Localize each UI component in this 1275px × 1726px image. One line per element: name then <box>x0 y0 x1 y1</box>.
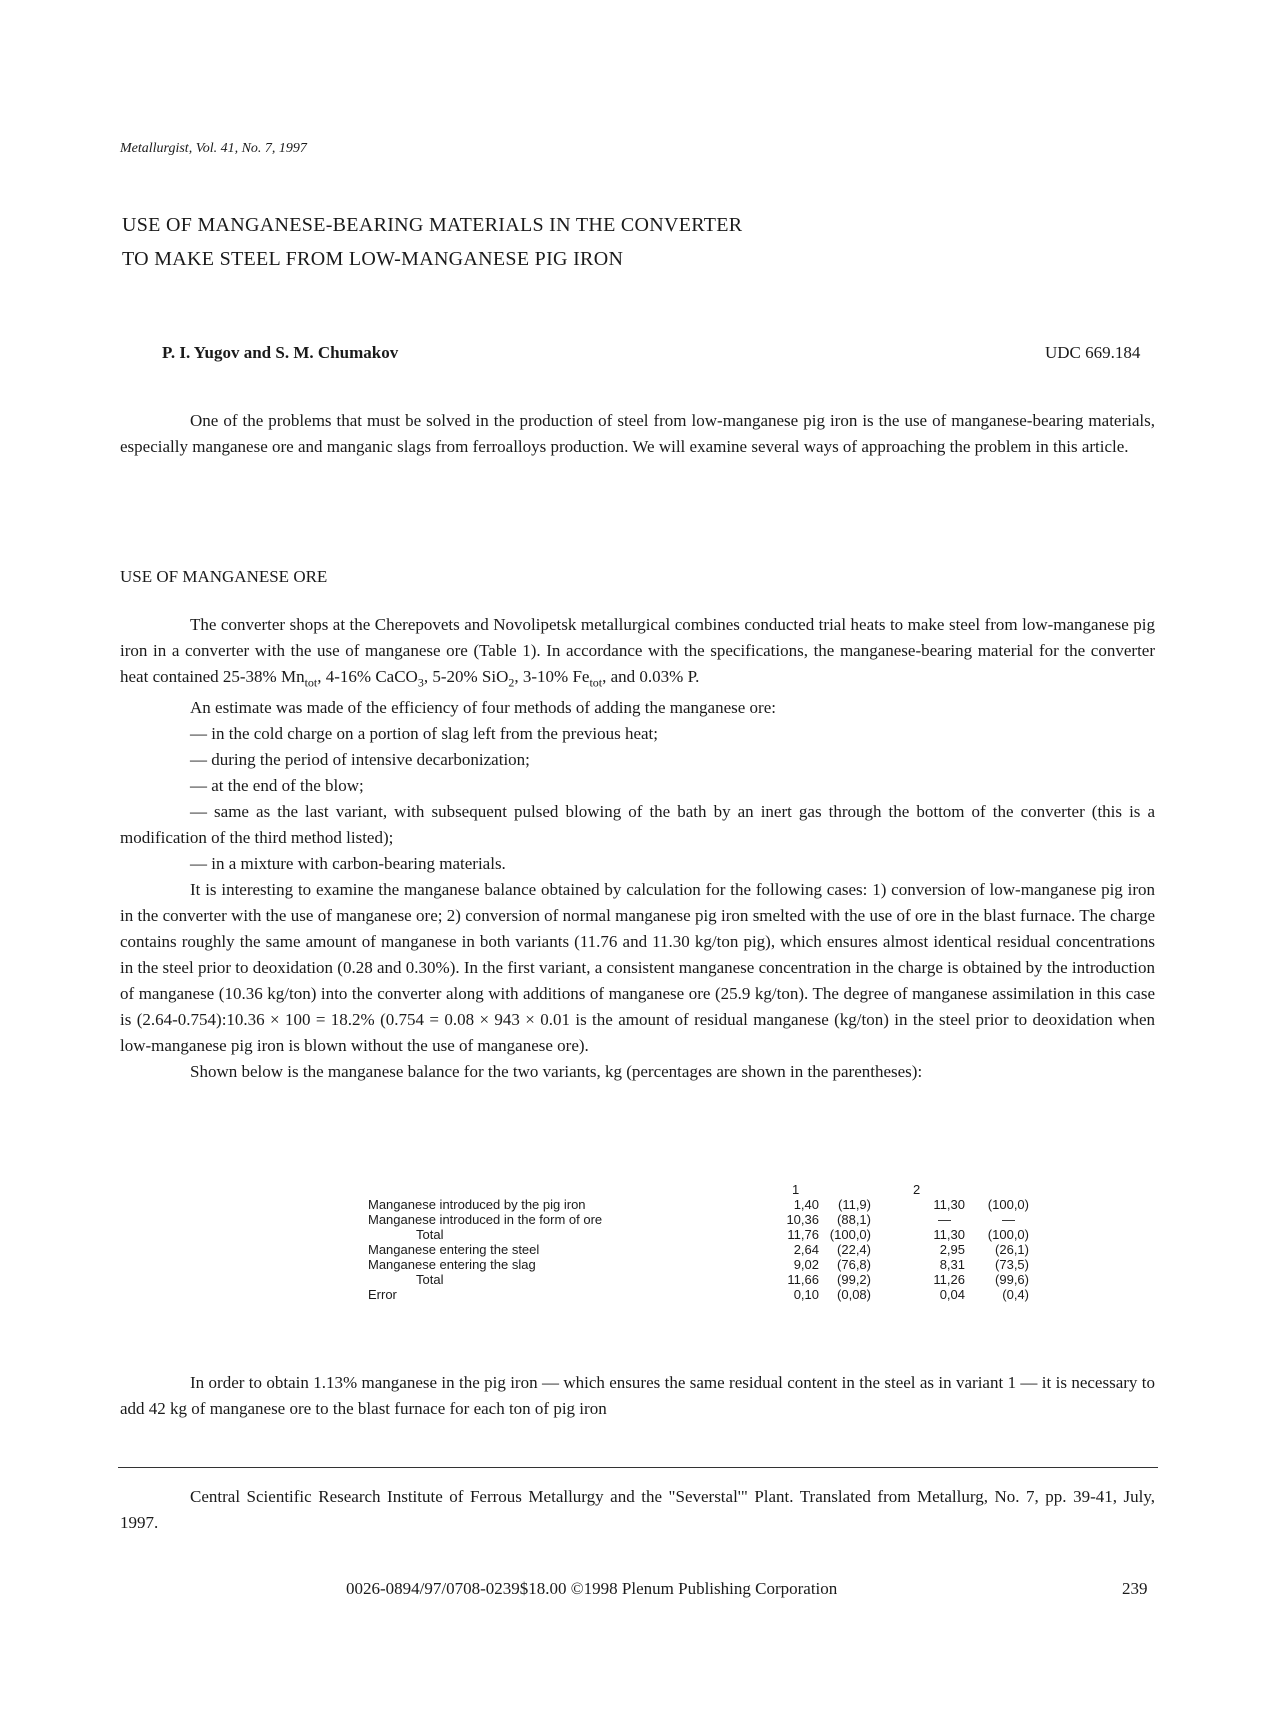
column-header-variant-1: 1 <box>792 1182 800 1197</box>
footnote <box>120 1484 1155 1536</box>
copyright-line: 0026-0894/97/0708-0239$18.00 ©1998 Plenum Publishing Corporation <box>346 1579 838 1598</box>
table-row: Manganese introduced by the pig iron 1,40 (11,9) 11,30 (100,0) <box>368 1197 1029 1212</box>
paragraph-methods-intro: An estimate was made of the efficiency of four methods of adding the manganese ore: <box>190 698 776 718</box>
list-item: — same as the last variant, with subsequent pulsed blowing of the bath by an inert gas through the bottom of the converter (this is a modification of the third method listed); <box>120 802 1155 848</box>
paragraph-closing: In order to obtain 1.13% manganese in the pig iron — which ensures the same residual content in the steel as in variant 1 — it is necessary to add 42 kg of manganese ore to the blast furnace for each ton of pig iron <box>120 1373 1155 1418</box>
list-item: — at the end of the blow; <box>190 776 364 796</box>
list-item: — in a mixture with carbon-bearing materials. <box>190 854 506 874</box>
journal-citation: Metallurgist, Vol. 41, No. 7, 1997 <box>120 141 307 156</box>
balance-table <box>368 1182 1029 1302</box>
title-line-1: USE OF MANGANESE-BEARING MATERIALS IN THE CONVERTER <box>122 214 743 236</box>
table-row: Error 0,10 (0,08) 0,04 (0,4) <box>368 1287 1029 1302</box>
closing-block <box>120 1370 1155 1422</box>
page-number: 239 <box>1122 1579 1148 1598</box>
section-heading: USE OF MANGANESE ORE <box>120 567 328 586</box>
article-title <box>122 208 742 276</box>
footnote-divider <box>118 1467 1158 1468</box>
list-item: — during the period of intensive decarbonization; <box>190 750 530 770</box>
table-row: Total 11,66 (99,2) 11,26 (99,6) <box>416 1272 1029 1287</box>
table-row: Total 11,76 (100,0) 11,30 (100,0) <box>416 1227 1029 1242</box>
table-row: Manganese introduced in the form of ore 10,36 (88,1) — — <box>368 1212 1015 1227</box>
paragraph-balance-discussion: It is interesting to examine the manganese balance obtained by calculation for the following cases: 1) conversion of low-manganese pig iron in the converter with the use of manganese ore; 2) conversion of normal manganese pig iron smelted with the use of ore in the blast furnace. The charge contains roughly the same amount of manganese in both variants (11.76 and 11.30 kg/ton pig), which ensures almost identical residual concentrations in the steel prior to deoxidation (0.28 and 0.30%). In the first variant, a consistent manganese concentration in the charge is obtained by the introduction of manganese (10.36 kg/ton) into the converter along with additions of manganese ore (25.9 kg/ton). The degree of manganese assimilation in this case is (2.64-0.754):10.36 × 100 = 18.2% (0.754 = 0.08 × 943 × 0.01 is the amount of residual manganese (kg/ton) in the steel prior to deoxidation when low-manganese pig iron is blown without the use of manganese ore). <box>120 880 1155 1056</box>
title-line-2: TO MAKE STEEL FROM LOW-MANGANESE PIG IRON <box>122 248 624 270</box>
balance-table-wrapper <box>368 1182 1029 1302</box>
table-header-row <box>368 1182 1029 1197</box>
body-block <box>120 612 1155 1085</box>
authors: P. I. Yugov and S. M. Chumakov <box>162 343 399 362</box>
table-row: Manganese entering the steel 2,64 (22,4) 2,95 (26,1) <box>368 1242 1029 1257</box>
table-row: Manganese entering the slag 9,02 (76,8) 8,31 (73,5) <box>368 1257 1029 1272</box>
intro-paragraph: One of the problems that must be solved in the production of steel from low-manganese pig iron is the use of manganese-bearing materials, especially manganese ore and manganic slags from ferroalloys production. We will examine several ways of approaching the problem in this article. <box>120 411 1155 456</box>
intro-block <box>120 408 1155 460</box>
paragraph-balance-intro: Shown below is the manganese balance for the two variants, kg (percentages are shown in the parentheses): <box>190 1062 923 1082</box>
paragraph-specifications: The converter shops at the Cherepovets and Novolipetsk metallurgical combines conducted trial heats to make steel from low-manganese pig iron in a converter with the use of manganese ore (Table 1). In accordance with the specifications, the manganese-bearing material for the converter heat contained 25-38% $Mn_{tot}$, 4-16% CaCO$_3$, 5-20% SiO$_2$, 3-10% $Fe_{tot}$, and 0.03% P. <box>120 615 1155 690</box>
udc-code: UDC 669.184 <box>1045 343 1141 362</box>
column-header-variant-2: 2 <box>913 1182 921 1197</box>
footnote-text: Central Scientific Research Institute of Ferrous Metallurgy and the "Severstal'" Plant. Translated from Metallurg, No. 7, pp. 39-41, July, 1997. <box>120 1487 1155 1532</box>
list-item: — in the cold charge on a portion of slag left from the previous heat; <box>190 724 658 744</box>
